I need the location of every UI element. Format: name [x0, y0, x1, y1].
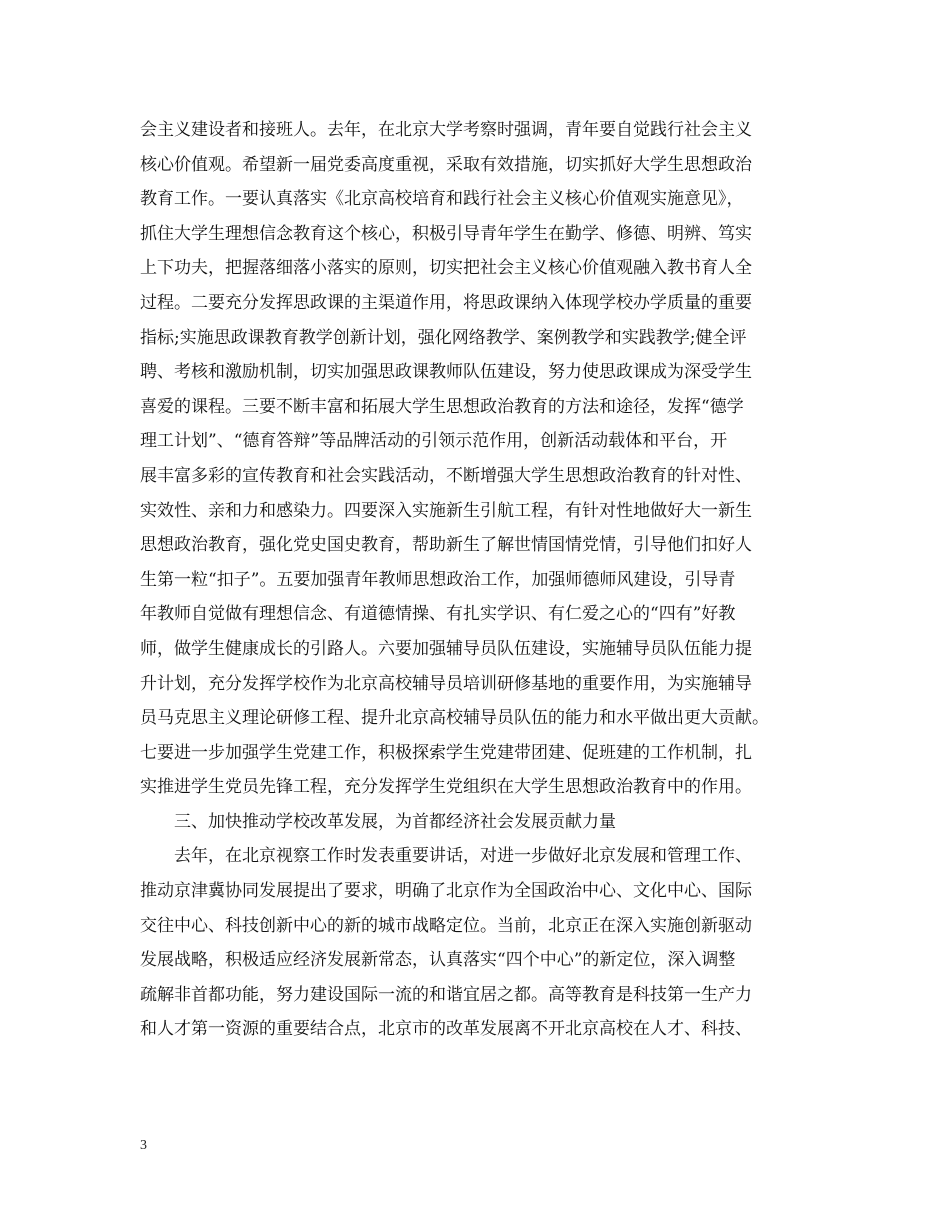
text-line: 过程。二要充分发挥思政课的主渠道作用，将思政课纳入体现学校办学质量的重要 — [140, 292, 752, 313]
text-line: 七要进一步加强学生党建工作，积极探索学生党建带团建、促班建的工作机制，扎 — [140, 742, 752, 763]
text-line: 员马克思主义理论研修工程、提升北京高校辅导员队伍的能力和水平做出更大贡献。 — [140, 708, 769, 729]
page-number: 3 — [140, 1138, 147, 1153]
text-line: 思想政治教育，强化党史国史教育，帮助新生了解世情国情党情，引导他们扣好人 — [140, 535, 752, 556]
text-line: 发展战略，积极适应经济发展新常态，认真落实“四个中心”的新定位，深入调整 — [140, 950, 736, 971]
text-line: 去年，在北京视察工作时发表重要讲话，对进一步做好北京发展和管理工作、 — [174, 846, 752, 867]
text-line: 疏解非首都功能，努力建设国际一流的和谐宜居之都。高等教育是科技第一生产力 — [140, 984, 752, 1005]
body-text — [140, 113, 810, 1047]
text-line: 会主义建设者和接班人。去年，在北京大学考察时强调，青年要自觉践行社会主义 — [140, 120, 752, 140]
text-line: 核心价值观。希望新一届党委高度重视，采取有效措施，切实抓好大学生思想政治 — [140, 154, 752, 175]
text-line: 展丰富多彩的宣传教育和社会实践活动，不断增强大学生思想政治教育的针对性、 — [140, 465, 752, 486]
text-line: 师，做学生健康成长的引路人。六要加强辅导员队伍建设，实施辅导员队伍能力提 — [140, 638, 752, 659]
text-line: 实效性、亲和力和感染力。四要深入实施新生引航工程，有针对性地做好大一新生 — [140, 500, 752, 521]
text-line: 理工计划”、“德育答辩”等品牌活动的引领示范作用，创新活动载体和平台，开 — [140, 431, 728, 452]
text-line: 指标;实施思政课教育教学创新计划，强化网络教学、案例教学和实践教学;健全评 — [140, 327, 747, 348]
text-line: 实推进学生党员先锋工程，充分发挥学生党组织在大学生思想政治教育中的作用。 — [140, 777, 752, 798]
section-heading: 三、加快推动学校改革发展，为首都经济社会发展贡献力量 — [174, 811, 616, 832]
text-line: 生第一粒“扣子”。五要加强青年教师思想政治工作，加强师德师风建设，引导青 — [140, 569, 736, 590]
text-line: 推动京津冀协同发展提出了要求，明确了北京作为全国政治中心、文化中心、国际 — [140, 881, 752, 902]
text-line: 交往中心、科技创新中心的新的城市战略定位。当前，北京正在深入实施创新驱动 — [140, 915, 752, 936]
text-line: 年教师自觉做有理想信念、有道德情操、有扎实学识、有仁爱之心的“四有”好教 — [140, 604, 736, 625]
text-line: 聘、考核和激励机制，切实加强思政课教师队伍建设，努力使思政课成为深受学生 — [140, 362, 752, 383]
text-line: 教育工作。一要认真落实《北京高校培育和践行社会主义核心价值观实施意见》， — [140, 189, 744, 210]
text-line: 上下功夫，把握落细落小落实的原则，切实把社会主义核心价值观融入教书育人全 — [140, 258, 752, 279]
text-line: 抓住大学生理想信念教育这个核心，积极引导青年学生在勤学、修德、明辨、笃实 — [140, 223, 752, 244]
text-line: 喜爱的课程。三要不断丰富和拓展大学生思想政治教育的方法和途径，发挥“德学 — [140, 396, 744, 417]
text-line: 和人才第一资源的重要结合点，北京市的改革发展离不开北京高校在人才、科技、 — [140, 1019, 752, 1040]
text-line: 升计划，充分发挥学校作为北京高校辅导员培训研修基地的重要作用，为实施辅导 — [140, 673, 752, 694]
